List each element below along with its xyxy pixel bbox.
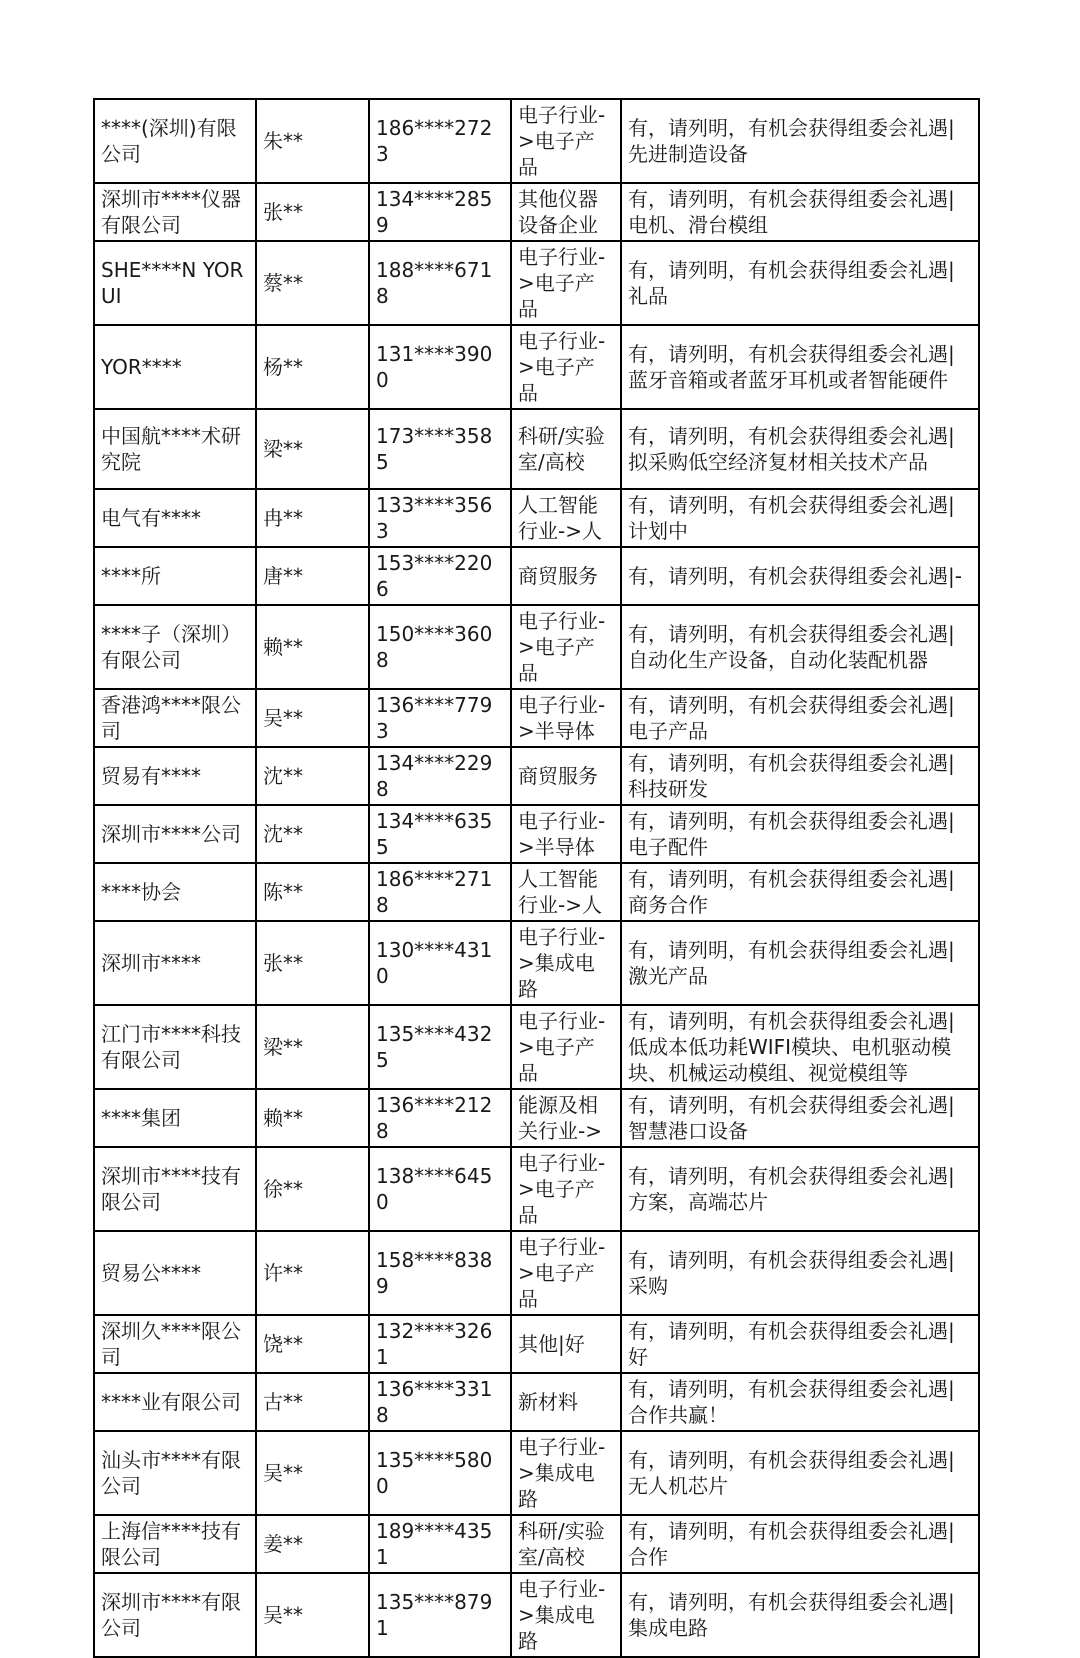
- cell-comment: 有，请列明，有机会获得组委会礼遇|集成电路: [621, 1573, 979, 1657]
- cell-phone-number: 134****6355: [369, 805, 511, 863]
- cell-comment: 有，请列明，有机会获得组委会礼遇|商务合作: [621, 863, 979, 921]
- cell-contact-name: 饶**: [256, 1315, 369, 1373]
- table-row: [94, 1573, 979, 1657]
- cell-company-name: ****协会: [94, 863, 256, 921]
- cell-industry: 电子行业->电子产品: [511, 99, 621, 183]
- cell-contact-name: 朱**: [256, 99, 369, 183]
- cell-contact-name: 赖**: [256, 605, 369, 689]
- table-row: [94, 547, 979, 605]
- attendee-table-body: [94, 99, 979, 1657]
- table-row: [94, 605, 979, 689]
- cell-company-name: ****业有限公司: [94, 1373, 256, 1431]
- cell-phone-number: 134****2859: [369, 183, 511, 241]
- cell-company-name: 中国航****术研究院: [94, 409, 256, 489]
- cell-company-name: YOR****: [94, 325, 256, 409]
- table-row: [94, 1373, 979, 1431]
- cell-phone-number: 134****2298: [369, 747, 511, 805]
- cell-contact-name: 沈**: [256, 747, 369, 805]
- cell-comment: 有，请列明，有机会获得组委会礼遇|-: [621, 547, 979, 605]
- cell-comment: 有，请列明，有机会获得组委会礼遇|先进制造设备: [621, 99, 979, 183]
- cell-contact-name: 杨**: [256, 325, 369, 409]
- cell-company-name: 汕头市****有限公司: [94, 1431, 256, 1515]
- cell-contact-name: 唐**: [256, 547, 369, 605]
- cell-industry: 能源及相关行业->: [511, 1089, 621, 1147]
- cell-phone-number: 135****5800: [369, 1431, 511, 1515]
- cell-phone-number: 133****3563: [369, 489, 511, 547]
- cell-company-name: 贸易有****: [94, 747, 256, 805]
- attendee-table: [93, 98, 980, 1658]
- cell-company-name: 深圳市****有限公司: [94, 1573, 256, 1657]
- cell-comment: 有，请列明，有机会获得组委会礼遇|科技研发: [621, 747, 979, 805]
- cell-company-name: 深圳市****仪器有限公司: [94, 183, 256, 241]
- cell-phone-number: 136****3318: [369, 1373, 511, 1431]
- cell-contact-name: 张**: [256, 183, 369, 241]
- cell-industry: 科研/实验室/高校: [511, 409, 621, 489]
- cell-phone-number: 188****6718: [369, 241, 511, 325]
- cell-phone-number: 136****7793: [369, 689, 511, 747]
- cell-contact-name: 古**: [256, 1373, 369, 1431]
- table-row: [94, 1231, 979, 1315]
- cell-contact-name: 沈**: [256, 805, 369, 863]
- table-row: [94, 1315, 979, 1373]
- table-row: [94, 99, 979, 183]
- cell-industry: 电子行业->电子产品: [511, 1005, 621, 1089]
- cell-phone-number: 132****3261: [369, 1315, 511, 1373]
- cell-comment: 有，请列明，有机会获得组委会礼遇|无人机芯片: [621, 1431, 979, 1515]
- table-row: [94, 241, 979, 325]
- cell-phone-number: 173****3585: [369, 409, 511, 489]
- cell-contact-name: 吴**: [256, 689, 369, 747]
- table-row: [94, 1147, 979, 1231]
- cell-comment: 有，请列明，有机会获得组委会礼遇|电子产品: [621, 689, 979, 747]
- cell-industry: 其他仪器设备企业: [511, 183, 621, 241]
- cell-contact-name: 陈**: [256, 863, 369, 921]
- cell-industry: 人工智能行业->人: [511, 863, 621, 921]
- cell-industry: 电子行业->半导体: [511, 805, 621, 863]
- cell-phone-number: 153****2206: [369, 547, 511, 605]
- table-row: [94, 1431, 979, 1515]
- cell-industry: 电子行业->电子产品: [511, 1231, 621, 1315]
- cell-comment: 有，请列明，有机会获得组委会礼遇|智慧港口设备: [621, 1089, 979, 1147]
- cell-phone-number: 135****8791: [369, 1573, 511, 1657]
- cell-industry: 电子行业->电子产品: [511, 1147, 621, 1231]
- cell-industry: 电子行业->集成电路: [511, 1573, 621, 1657]
- cell-phone-number: 150****3608: [369, 605, 511, 689]
- cell-company-name: 上海信****技有限公司: [94, 1515, 256, 1573]
- cell-comment: 有，请列明，有机会获得组委会礼遇|计划中: [621, 489, 979, 547]
- cell-company-name: 深圳市****: [94, 921, 256, 1005]
- cell-comment: 有，请列明，有机会获得组委会礼遇|电机、滑台模组: [621, 183, 979, 241]
- table-row: [94, 805, 979, 863]
- cell-industry: 电子行业->集成电路: [511, 1431, 621, 1515]
- cell-contact-name: 吴**: [256, 1573, 369, 1657]
- cell-company-name: SHE****N YORUI: [94, 241, 256, 325]
- cell-company-name: 深圳久****限公司: [94, 1315, 256, 1373]
- cell-phone-number: 136****2128: [369, 1089, 511, 1147]
- cell-contact-name: 姜**: [256, 1515, 369, 1573]
- table-row: [94, 863, 979, 921]
- table-row: [94, 747, 979, 805]
- cell-industry: 电子行业->半导体: [511, 689, 621, 747]
- cell-industry: 商贸服务: [511, 547, 621, 605]
- cell-industry: 新材料: [511, 1373, 621, 1431]
- cell-company-name: ****(深圳)有限公司: [94, 99, 256, 183]
- cell-phone-number: 158****8389: [369, 1231, 511, 1315]
- cell-comment: 有，请列明，有机会获得组委会礼遇|采购: [621, 1231, 979, 1315]
- table-row: [94, 409, 979, 489]
- cell-contact-name: 梁**: [256, 409, 369, 489]
- cell-company-name: ****子（深圳）有限公司: [94, 605, 256, 689]
- table-row: [94, 489, 979, 547]
- cell-comment: 有，请列明，有机会获得组委会礼遇|拟采购低空经济复材相关技术产品: [621, 409, 979, 489]
- cell-company-name: 深圳市****技有限公司: [94, 1147, 256, 1231]
- cell-comment: 有，请列明，有机会获得组委会礼遇|好: [621, 1315, 979, 1373]
- cell-comment: 有，请列明，有机会获得组委会礼遇|激光产品: [621, 921, 979, 1005]
- cell-contact-name: 张**: [256, 921, 369, 1005]
- cell-phone-number: 189****4351: [369, 1515, 511, 1573]
- cell-phone-number: 131****3900: [369, 325, 511, 409]
- cell-comment: 有，请列明，有机会获得组委会礼遇|自动化生产设备，自动化装配机器: [621, 605, 979, 689]
- table-row: [94, 1515, 979, 1573]
- cell-contact-name: 梁**: [256, 1005, 369, 1089]
- cell-comment: 有，请列明，有机会获得组委会礼遇|合作共赢！: [621, 1373, 979, 1431]
- cell-company-name: ****集团: [94, 1089, 256, 1147]
- cell-phone-number: 186****2718: [369, 863, 511, 921]
- cell-comment: 有，请列明，有机会获得组委会礼遇|礼品: [621, 241, 979, 325]
- cell-industry: 人工智能行业->人: [511, 489, 621, 547]
- cell-comment: 有，请列明，有机会获得组委会礼遇|蓝牙音箱或者蓝牙耳机或者智能硬件: [621, 325, 979, 409]
- cell-contact-name: 徐**: [256, 1147, 369, 1231]
- cell-contact-name: 赖**: [256, 1089, 369, 1147]
- cell-phone-number: 135****4325: [369, 1005, 511, 1089]
- cell-industry: 其他|好: [511, 1315, 621, 1373]
- cell-company-name: 贸易公****: [94, 1231, 256, 1315]
- cell-contact-name: 吴**: [256, 1431, 369, 1515]
- cell-industry: 电子行业->电子产品: [511, 605, 621, 689]
- cell-company-name: 江门市****科技有限公司: [94, 1005, 256, 1089]
- table-row: [94, 325, 979, 409]
- cell-phone-number: 130****4310: [369, 921, 511, 1005]
- cell-company-name: ****所: [94, 547, 256, 605]
- table-row: [94, 1005, 979, 1089]
- cell-contact-name: 许**: [256, 1231, 369, 1315]
- cell-contact-name: 冉**: [256, 489, 369, 547]
- cell-phone-number: 138****6450: [369, 1147, 511, 1231]
- cell-industry: 电子行业->集成电路: [511, 921, 621, 1005]
- table-row: [94, 921, 979, 1005]
- cell-industry: 科研/实验室/高校: [511, 1515, 621, 1573]
- cell-company-name: 深圳市****公司: [94, 805, 256, 863]
- cell-comment: 有，请列明，有机会获得组委会礼遇|电子配件: [621, 805, 979, 863]
- table-row: [94, 183, 979, 241]
- cell-company-name: 香港鸿****限公司: [94, 689, 256, 747]
- table-row: [94, 1089, 979, 1147]
- cell-phone-number: 186****2723: [369, 99, 511, 183]
- cell-contact-name: 蔡**: [256, 241, 369, 325]
- cell-comment: 有，请列明，有机会获得组委会礼遇|方案，高端芯片: [621, 1147, 979, 1231]
- cell-industry: 商贸服务: [511, 747, 621, 805]
- cell-company-name: 电气有****: [94, 489, 256, 547]
- table-row: [94, 689, 979, 747]
- cell-industry: 电子行业->电子产品: [511, 241, 621, 325]
- cell-comment: 有，请列明，有机会获得组委会礼遇|合作: [621, 1515, 979, 1573]
- cell-comment: 有，请列明，有机会获得组委会礼遇|低成本低功耗WIFI模块、电机驱动模块、机械运动模组、视觉模组等: [621, 1005, 979, 1089]
- cell-industry: 电子行业->电子产品: [511, 325, 621, 409]
